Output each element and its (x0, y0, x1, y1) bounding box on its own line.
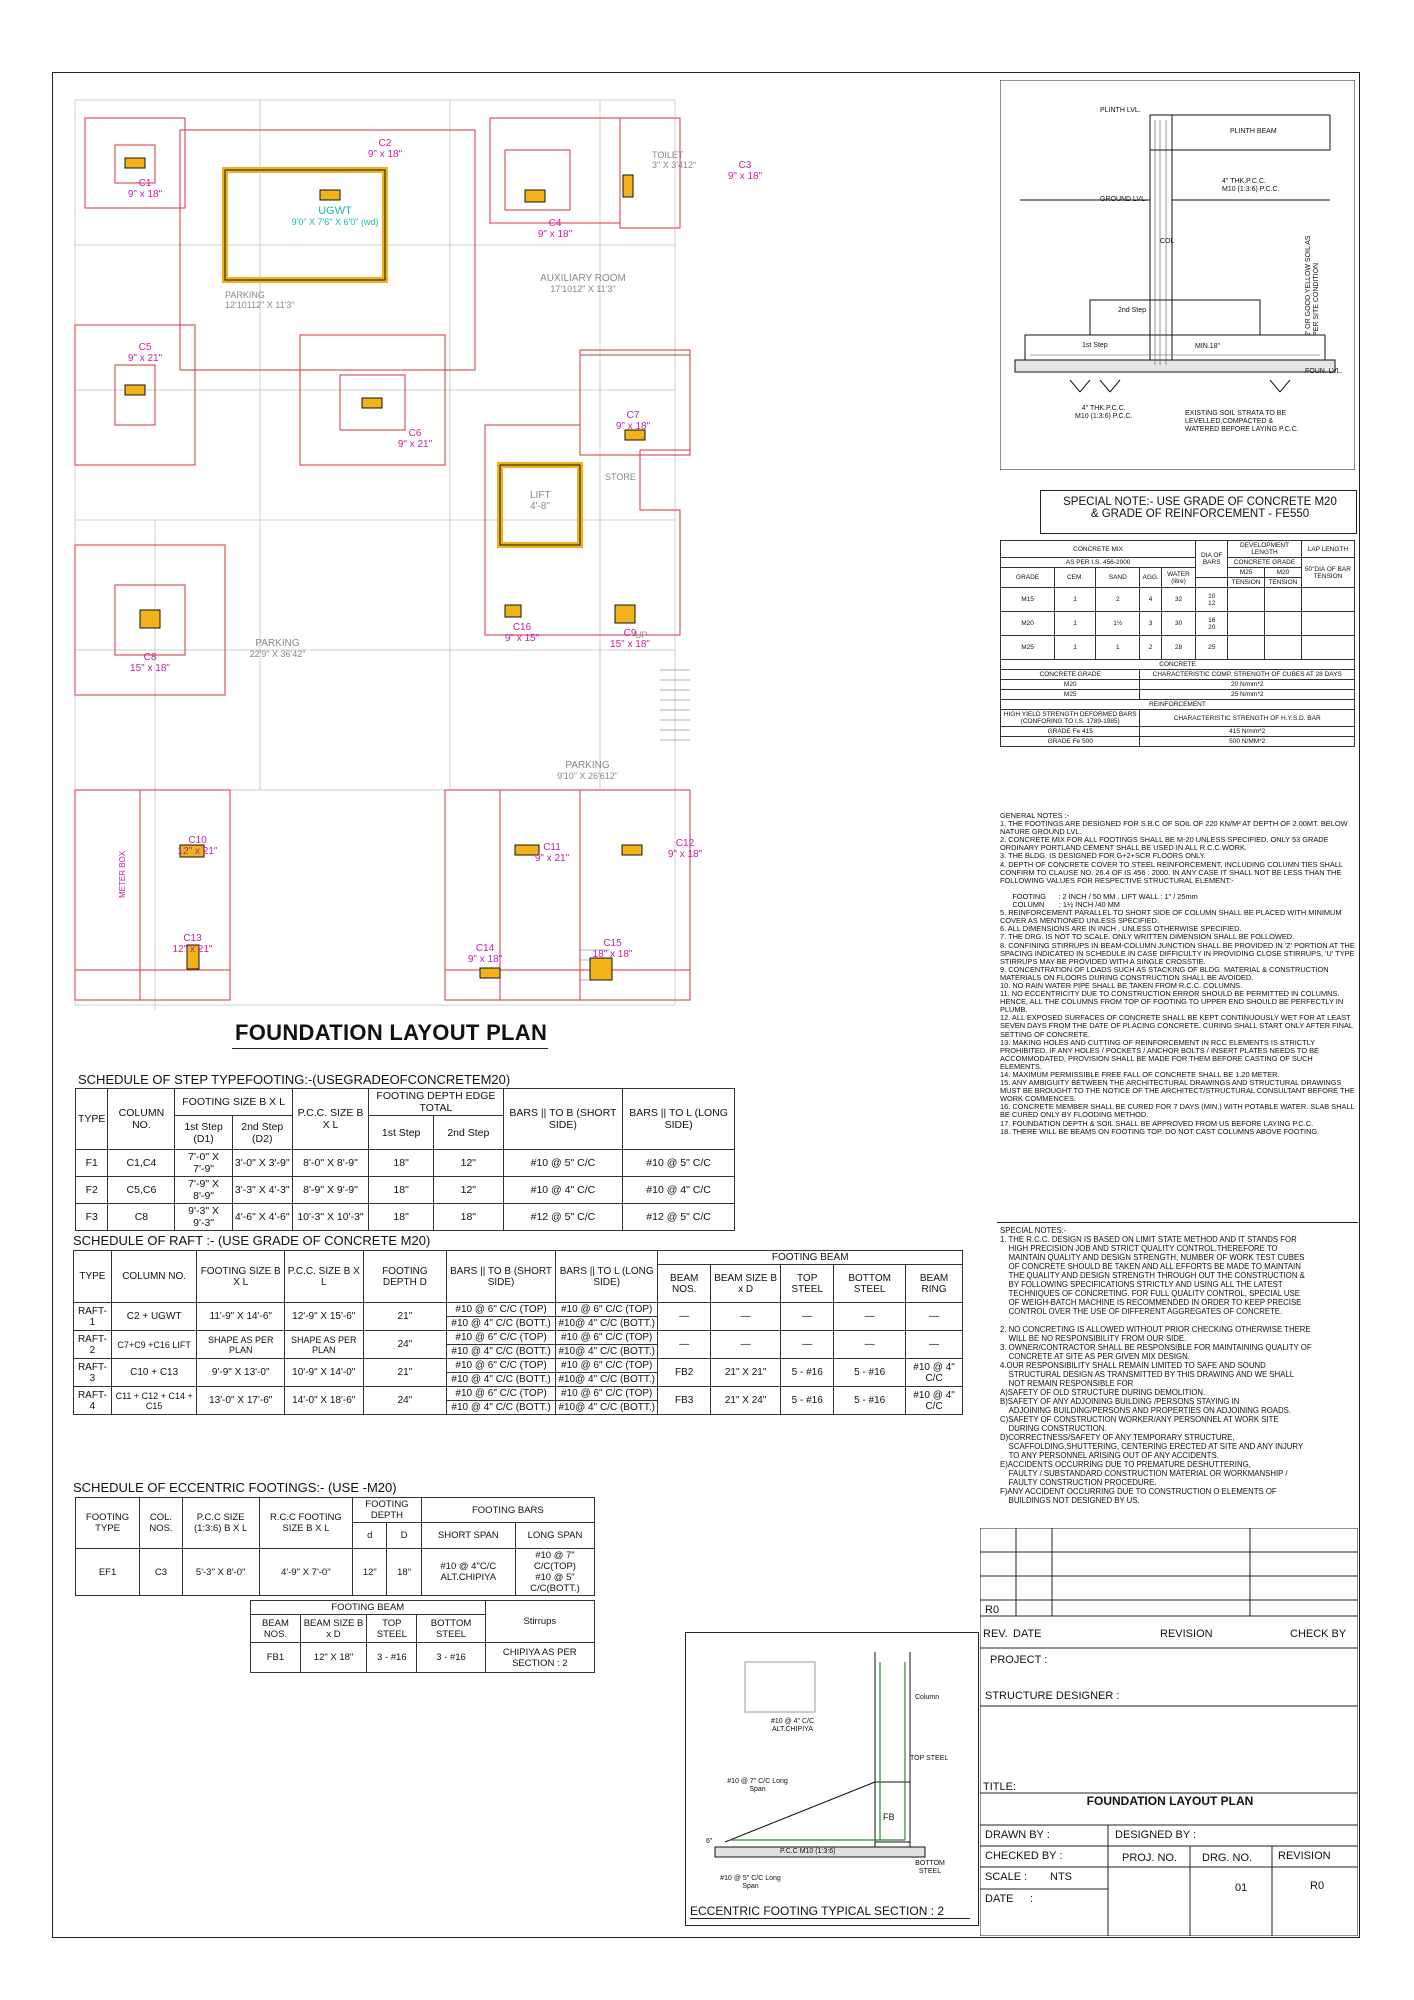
ecc-long2-label: #10 @ 5" C/C Long Span (720, 1875, 781, 1890)
ecc-pcc-label: P.C.C M10 (1:3:6) (780, 1848, 836, 1855)
date-header: DATE (1013, 1628, 1042, 1640)
sec-plinth-lvl: PLINTH LVL. (1100, 107, 1141, 114)
sec-plinth-beam: PLINTH BEAM (1230, 128, 1277, 135)
ecc-chipiya-label: #10 @ 4" C/C ALT.CHIPIYA (770, 1718, 815, 1733)
table-row: EF1 C3 5'-3" X 8'-0" 4'-9" X 7'-0" 12" 18" #10 @ 4"C/C ALT.CHIPIYA #10 @ 7" C/C(TOP) #10 @ 5" C/C(BOTT.) (76, 1549, 595, 1596)
col-label-c9: C9 15" x 18" (610, 628, 650, 650)
table-row: F3 C8 9'-3" X 9'-3" 4'-6" X 4'-6" 10'-3" X 10'-3" 18" 18" #12 @ 5" C/C #12 @ 5" C/C (76, 1204, 735, 1231)
col-label-c14: C14 9" x 18" (467, 943, 503, 965)
scale-label: SCALE : (985, 1871, 1028, 1883)
col-label-c13: C13 12" x 21" (172, 933, 213, 955)
col-label-c4: C4 9" x 18" (537, 218, 573, 240)
table-row: RAFT-1 C2 + UGWT 11'-9" X 14'-6" 12'-9" X 15'-6" 21" #10 @ 6" C/C (TOP) #10 @ 6" C/C (TOP) — — — — — (74, 1303, 963, 1317)
meter-box-label: METER BOX (118, 850, 127, 898)
ecc-six-label: 6" (706, 1838, 713, 1845)
ecc-title-underline (690, 1918, 970, 1919)
ecc-long1-label: #10 @ 7" C/C Long Span (727, 1778, 788, 1793)
ecc-top-steel-label: TOP STEEL (910, 1755, 949, 1762)
proj-no-label: PROJ. NO. (1122, 1852, 1178, 1864)
revision-header: REVISION (1160, 1628, 1213, 1640)
rev-r0: R0 (985, 1604, 1000, 1616)
store-label: STORE (605, 472, 636, 482)
title-label: TITLE: (983, 1781, 1017, 1793)
col-label-c5: C5 9" x 21" (127, 342, 163, 364)
project-label: PROJECT : (990, 1654, 1048, 1666)
col-label-c12: C12 9" x 18" (667, 838, 703, 860)
ecc-section-title: ECCENTRIC FOOTING TYPICAL SECTION : 2 (690, 1904, 945, 1918)
plan-title-underline (232, 1048, 548, 1049)
table-row: RAFT-4 C11 + C12 + C14 + C15 13'-0" X 17'-6" 14'-0" X 18'-6" 24" #10 @ 6" C/C (TOP) #10 @ 6" C/C (TOP) FB3 21" X 24" 5 - #16 5 - #16 #10 @ 4" C/C (74, 1387, 963, 1401)
table-row: RAFT-2 C7+C9 +C16 LIFT SHAPE AS PER PLAN SHAPE AS PER PLAN 24" #10 @ 6" C/C (TOP) #10 @ 6" C/C (TOP) — — — — — (74, 1331, 963, 1345)
table-row: F1 C1,C4 7'-0" X 7'-9" 3'-0" X 3'-9" 8'-0" X 8'-9" 18" 12" #10 @ 5" C/C #10 @ 5" C/C (76, 1150, 735, 1177)
sec-min: MIN.18" (1195, 343, 1221, 350)
notes-divider (997, 1222, 1358, 1223)
parking3-label: PARKING 9'10" X 26'612" (557, 760, 618, 781)
designed-by-label: DESIGNED BY : (1115, 1829, 1197, 1841)
col-label-c7: C7 9" x 18" (615, 410, 651, 432)
mix-table: CONCRETE MIX DIA OF BARS DEVELOPMENT LENGTH LAP LENGTH AS PER I.S. 456-2000 CONCRETE GRADE 50"DIA OF BAR TENSION GRADE CEM. SAND AGG. WATER (litre) M25 M20 TENSION TENSION M15 1 2 4 32 10 12 M20 1 1½ 3 30 16 20 M25 1 1 2 28 25 CONCRETE CONCRETE GRADE CHARACTERISTIC COMP. STRENGTH OF CUBES AT 28 DAYS M20 20 N/mm*2 M25 25 N/mm*2 REINFORCEMENT HIGH YIELD STRENGTH DEFORMED BARS (CONFORING TO I.S. 1789-1985) CHARACTERISTIC STRENGTH OF H.Y.S.D. BAR GRADE Fe 415 415 N/mm*2 GRADE Fe 500 500 N/MM*2 (1000, 540, 1355, 747)
parking1-label: PARKING 12'10112" X 11'3" (225, 290, 295, 310)
drg-no-value: 01 (1235, 1882, 1248, 1894)
sec-pcc-bot: 4" THK.P.C.C. M10 (1:3:6) P.C.C. (1075, 405, 1133, 420)
parking2-label: PARKING 22'9" X 36'42" (249, 638, 306, 659)
col-label-c6: C6 9" x 21" (397, 428, 433, 450)
drawn-by-label: DRAWN BY : (985, 1829, 1050, 1841)
table-row: RAFT-3 C10 + C13 9'-9" X 13'-0" 10'-9" X 14'-0" 21" #10 @ 6" C/C (TOP) #10 @ 6" C/C (TOP) FB2 21" X 21" 5 - #16 5 - #16 #10 @ 4" C/C (74, 1359, 963, 1373)
col-label-c3: C3 9" x 18" (727, 160, 763, 182)
aux-room-label: AUXILIARY ROOM 17'1012" X 11'3" (540, 273, 626, 294)
sec-foun-lvl: FOUN. LVL. (1305, 368, 1343, 375)
plan-title: FOUNDATION LAYOUT PLAN (235, 1020, 548, 1045)
ecc-bottom-label: BOTTOM STEEL (915, 1860, 945, 1875)
sec-pcc-top: 4" THK.P.C.C. M10 (1:3:6) P.C.C. (1222, 178, 1280, 193)
raft-schedule-table: TYPE COLUMN NO. FOOTING SIZE B X L P.C.C. SIZE B X L FOOTING DEPTH D BARS || TO B (SHORT SIDE) BARS || TO L (LONG SIDE) FOOTING BEAM BEAM NOS. BEAM SIZE B x D TOP STEEL BOTTOM STEEL BEAM RING RAFT-1 C2 + UGWT 11'-9" X 14'-6" 12'-9" X 15'-6" 21" #10 @ 6" C/C (TOP) #10 @ 6" C/C (TOP) — — — — — #10 @ 4" C/C (BOTT.) #10@ 4" C/C (BOTT.) RAFT-2 C7+C9 +C16 LIFT SHAPE AS PER PLAN SHAPE AS PER PLAN 24" #10 @ 6" C/C (TOP) #10 @ 6" C/C (TOP) — — — — — #10 @ 4" C/C (BOTT.) #10@ 4" C/C (BOTT.) RAFT-3 C10 + C13 9'-9" X 13'-0" 10'-9" X 14'-0" 21" #10 @ 6" C/C (TOP) #10 @ 6" C/C (TOP) FB2 21" X 21" 5 - #16 5 - #16 #10 @ 4" C/C #10 @ 4" C/C (BOTT.) #10@ 4" C/C (BOTT.) RAFT-4 C11 + C12 + C14 + C15 13'-0" X 17'-6" 14'-0" X 18'-6" 24" #10 @ 6" C/C (TOP) #10 @ 6" C/C (TOP) FB3 21" X 24" 5 - #16 5 - #16 #10 @ 4" C/C #10 @ 4" C/C (BOTT.) #10@ 4" C/C (BOTT.) (73, 1250, 963, 1415)
col-label-c1: C1 9" x 18" (127, 178, 163, 200)
step-schedule-table: TYPE COLUMN NO. FOOTING SIZE B X L P.C.C. SIZE B X L FOOTING DEPTH EDGE TOTAL BARS || TO B (SHORT SIDE) BARS || TO L (LONG SIDE) 1st Step (D1) 2nd Step (D2) 1st Step 2nd Step F1 C1,C4 7'-0" X 7'-9" 3'-0" X 3'-9" 8'-0" X 8'-9" 18" 12" #10 @ 5" C/C #10 @ 5" C/C F2 C5,C6 7'-9" X 8'-9" 3'-3" X 4'-3" 8'-9" X 9'-9" 18" 12" #10 @ 4" C/C #10 @ 4" C/C F3 C8 9'-3" X 9'-3" 4'-6" X 4'-6" 10'-3" X 10'-3" 18" 18" #12 @ 5" C/C #12 @ 5" C/C (75, 1088, 735, 1231)
col-label-c16: C16 9" x 15" (504, 622, 540, 644)
sec-step2: 2nd Step (1118, 307, 1147, 314)
revision-value: R0 (1310, 1880, 1325, 1892)
checked-by-label: CHECKED BY : (985, 1850, 1063, 1862)
title-block-grid (980, 1528, 1358, 1936)
ecc-schedule-table: FOOTING TYPE COL. NOS. P.C.C SIZE (1:3:6) B X L R.C.C FOOTING SIZE B X L FOOTING DEPTH FOOTING BARS d D SHORT SPAN LONG SPAN EF1 C3 5'-3" X 8'-0" 4'-9" X 7'-0" 12" 18" #10 @ 4"C/C ALT.CHIPIYA #10 @ 7" C/C(TOP) #10 @ 5" C/C(BOTT.) (75, 1497, 595, 1596)
footing-section (1000, 80, 1355, 470)
special-note: SPECIAL NOTE:- USE GRADE OF CONCRETE M20 & GRADE OF REINFORCEMENT - FE550 (1063, 496, 1337, 520)
sec-col: COL (1160, 238, 1175, 245)
date-colon: : (1030, 1893, 1034, 1905)
sheet-title: FOUNDATION LAYOUT PLAN (1086, 1794, 1254, 1808)
general-notes: GENERAL NOTES :- 1. THE FOOTINGS ARE DESIGNED FOR S.B.C OF SOIL OF 220 KN/M² AT DEPTH OF 2.00MT. BELOW NATURE GROUND LVL. 2. CONCRETE MIX FOR ALL FOOTINGS SHALL BE M-20 UNLESS SPECIFIED. ONLY 53 GRADE ORDINARY PORTLAND CEMENT SHALL BE USED IN ALL R.C.C.WORK. 3. THE BLDG. IS DESIGNED FOR G+2+SCR FLOORS ONLY. 4. DEPTH OF CONCRETE COVER TO STEEL REINFORCEMENT, INCLUDING COLUMN TIES SHALL CONFIRM TO CLAUSE NO. 26.4 OF IS 456 : 2000. IN ANY CASE IT SHALL NOT BE LESS THAN THE FOLLOWING VALUES FOR RESPECTIVE STRUCTURAL ELEMENT:- FOOTING : 2 INCH / 50 MM , LIFT WALL : 1" / 25mm COLUMN : 1½ INCH /40 MM 5. REINFORCEMENT PARALLEL TO SHORT SIDE OF COLUMN SHALL BE PLACED WITH MINIMUM COVER AS MENTIONED UNLESS SPECIFIED. 6. ALL DIMENSIONS ARE IN INCH , UNLESS OTHERWISE SPECIFIED. 7. THE DRG. IS NOT TO SCALE. ONLY WRITTEN DIMENSION SHALL BE FOLLOWED. 8. CONFINING STIRRUPS IN BEAM-COLUMN JUNCTION SHALL BE PROVIDED IN 'Z' PORTION AT THE SPACING INDICATED IN SCHEDULE IN CASE DIFFICULTY IN PROVIDING CLOSE STIRRUPS, 'U' TYPE STIRRUPS MAY BE PROVIDED WITH A SINGLE CROSSTIE. 9. CONCENTRATION OF LOADS SUCH AS STACKING OF BLDG. MATERIAL & CONSTRUCTION MATERIALS ON FLOORS DURING CONSTRUCTION SHALL BE AVOIDED. 10. NO RAIN WATER PIPE SHALL BE TAKEN FROM R.C.C. COLUMNS. 11. NO ECCENTRICITY DUE TO CONSTRUCTION ERROR SHOULD BE PERMITTED IN COLUMNS. HENCE, ALL THE COLUMNS FROM TOP OF FOOTING TO UPPER END SHOULD BE PERFECTLY IN PLUMB. 12. ALL EXPOSED SURFACES OF CONCRETE SHALL BE KEPT CONTINUOUSLY WET FOR AT LEAST SEVEN DAYS FROM THE DATE OF PLACING CONCRETE. CURING SHALL START ONLY AFTER FINAL SETTING OF CONCRETE. 13. MAKING HOLES AND CUTTING OF REINFORCEMENT IN RCC ELEMENTS IS STRICTLY PROHIBITED. IF ANY HOLES / POCKETS / ANCHOR BOLTS / INSERT PLATES NEEDS TO BE ACCOMMODATED, PROVISION SHALL BE MADE FOR THEM BEFORE CASTING OF SUCH ELEMENTS. 14. MAXIMUM PERMISSIBLE FREE FALL OF CONCRETE SHALL BE 1.20 METER. 15. ANY AMBIGUITY BETWEEN THE ARCHITECTURAL DRAWINGS AND STRUCTURAL DRAWINGS MUST BE BROUGHT TO THE NOTICE OF THE ARCHITECT/STRUCTURAL CONSULTANT BEFORE THE WORK COMMENCES. 16. CONCRETE MEMBER SHALL BE CURED FOR 7 DAYS (MIN.) WITH POTABLE WATER. SLAB SHALL BE CURED ONLY BY FLOODING METHOD. 17. FOUNDATION DEPTH & SOIL SHALL BE APPROVED FROM US BEFORE LAYING P.C.C. 18. THERE WILL BE BEAMS ON FOOTING TOP. DO NOT CAST COLUMNS ABOVE FOOTING. (1000, 811, 1355, 1136)
ecc-schedule-caption: SCHEDULE OF ECCENTRIC FOOTINGS:- (USE -M20) (73, 1480, 397, 1495)
ugwt-label: UGWT 9'0" X 7'6" X 6'0" (wd) (291, 205, 379, 227)
sec-step1: 1st Step (1082, 342, 1108, 349)
ecc-beam-table: FOOTING BEAM Stirrups BEAM NOS. BEAM SIZE B x D TOP STEEL BOTTOM STEEL FB1 12" X 18" 3 - #16 3 - #16 CHIPIYA AS PER SECTION : 2 (250, 1600, 595, 1673)
lift-label: LIFT 4'-8" (530, 490, 551, 512)
revision-label: REVISION (1278, 1850, 1331, 1862)
toilet-label: TOILET 3" X 3'412" (652, 150, 697, 170)
sec-soil: 2' OR GOOD YELLOW SOIL AS PER SITE CONDITION (1305, 235, 1320, 336)
table-row: FB1 12" X 18" 3 - #16 3 - #16 CHIPIYA AS PER SECTION : 2 (251, 1643, 595, 1673)
col-label-c15: C15 18" x 18" (592, 938, 633, 960)
col-label-c11: C11 9" x 21" (534, 842, 570, 864)
designer-label: STRUCTURE DESIGNER : (985, 1690, 1120, 1702)
special-notes: SPECIAL NOTES:- 1. THE R.C.C. DESIGN IS BASED ON LIMIT STATE METHOD AND IT STANDS FOR HIGH PRECISION JOB AND STRICT QUALITY CONTROL.THEREFORE TO MAINTAIN QUALITY AND DESIGN STRENGTH, NUMBER OF WORK TEST CUBES OF CONCRETE SHOULD BE TAKEN AND ALL EFFORTS BE MADE TO MAINTAIN THE QUALITY AND DESIGN STRENGTH THROUGH OUT THE CONSTRUCTION & BY FOLLOWING SPECIFICATIONS STRICTLY AND USING ALL THE LATEST TECHNIQUES OF CONCRETING. FOR FULL QUALITY CONTROL, SPECIAL USE OF WEIGH-BATCH MACHINE IS RECOMMENDED IN ORDER TO KEEP PRECISE CONTROL OVER THE USE OF DIFFERENT AGGREGATES OF CONCRETE. 2. NO CONCRETING IS ALLOWED WITHOUT PRIOR CHECKING OTHERWISE THERE WILL BE NO RESPONSIBILITY FROM OUR SIDE. 3. OWNER/CONTRACTOR SHALL BE RESPONSIBLE FOR MAINTAINING QUALITY OF CONCRETE AT SITE AS PER GIVEN MIX DESIGN. 4.OUR RESPONSIBILITY SHALL REMAIN LIMITED TO SAFE AND SOUND STRUCTURAL DESIGN AS TRANSMITTED BY THIS DRAWING AND WE SHALL NOT REMAIN RESPONSIBLE FOR A)SAFETY OF OLD STRUCTURE DURING DEMOLITION. B)SAFETY OF ANY ADJOINING BUILDING /PERSONS STAYING IN ADJOINING BUILDING/PERSONS AND PROPERTIES ON ADJOINING ROADS. C)SAFETY OF CONSTRUCTION WORKER/ANY PERSONNEL AT WORK SITE DURING CONSTRUCTION. D)CORRECTNESS/SAFETY OF ANY TEMPORARY STRUCTURE, SCAFFOLDING,SHUTTERING, CENTERING ERECTED AT SITE AND ANY INJURY TO ANY PERSONNEL ARISING OUT OF ANY ACCIDENTS. E)ACCIDENTS OCCURRING DUE TO PREMATURE DESHUTTERING, FAULTY / SUBSTANDARD CONSTRUCTION MATERIAL OR WORKMANSHIP / FAULTY CONSTRUCTION PROCEDURE. F)ANY ACCIDENT OCCURRING DUE TO CONSTRUCTION O ELEMENTS OF BUILDINGS NOT DESIGNED BY US. (1000, 1226, 1312, 1505)
sec-ground-lvl: GROUND LVL. (1100, 196, 1147, 203)
step-schedule-caption: SCHEDULE OF STEP TYPEFOOTING:-(USEGRADEOFCONCRETEM20) (78, 1072, 511, 1087)
drg-no-label: DRG. NO. (1202, 1852, 1253, 1864)
scale-value: NTS (1050, 1871, 1072, 1883)
sec-strata: EXISTING SOIL STRATA TO BE LEVELLED,COMPACTED & WATERED BEFORE LAYING P.C.C. (1185, 410, 1299, 433)
up-label: UP (635, 630, 648, 640)
foundation-plan (60, 90, 720, 1010)
col-label-c10: C10 12" x 21" (177, 835, 218, 857)
col-label-c8: C8 15" x 18" (130, 652, 170, 674)
rev-header: REV. (983, 1628, 1008, 1640)
ecc-column-label: Column (915, 1694, 940, 1701)
ecc-fb-label: FB (883, 1812, 895, 1822)
check-header: CHECK BY (1290, 1628, 1347, 1640)
table-row: F2 C5,C6 7'-9" X 8'-9" 3'-3" X 4'-3" 8'-9" X 9'-9" 18" 12" #10 @ 4" C/C #10 @ 4" C/C (76, 1177, 735, 1204)
date-label: DATE (985, 1893, 1014, 1905)
col-label-c2: C2 9" x 18" (367, 138, 403, 160)
raft-schedule-caption: SCHEDULE OF RAFT :- (USE GRADE OF CONCRETE M20) (73, 1233, 431, 1248)
